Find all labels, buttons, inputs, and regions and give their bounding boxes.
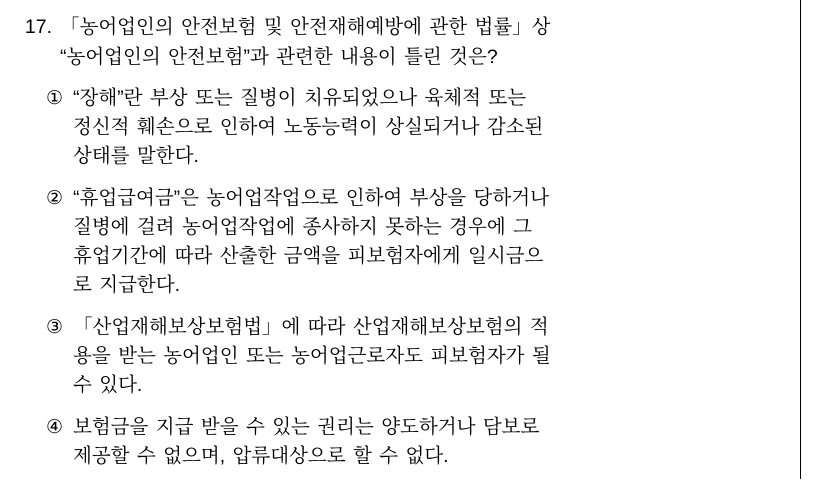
choice-1[interactable] — [46, 84, 786, 171]
choice-4-text — [73, 413, 786, 471]
choice-2-line-2: 질병에 걸려 농어업작업에 종사하지 못하는 경우에 그 — [73, 216, 532, 238]
choice-3-marker: ③ — [46, 317, 64, 338]
choice-2-marker: ② — [46, 188, 64, 209]
choice-4[interactable] — [46, 413, 786, 471]
question-stem — [16, 12, 786, 72]
choice-1-marker: ① — [46, 88, 64, 109]
choice-2[interactable] — [46, 184, 786, 300]
choice-1-text — [73, 84, 786, 171]
choice-3-line-1: 「산업재해보상보험법」에 따라 산업재해보상보험의 적 — [73, 316, 549, 338]
choice-2-line-1: “휴업급여금”은 농어업작업으로 인하여 부상을 당하거나 — [73, 187, 549, 209]
column-divider-rule — [800, 0, 801, 479]
question-17 — [16, 12, 786, 484]
choice-list — [16, 84, 786, 471]
choice-3-line-3: 수 있다. — [73, 374, 143, 396]
question-text-line-1: 「농어업인의 안전보험 및 안전재해예방에 관한 법률」상 — [60, 16, 551, 38]
choice-1-line-1: “장해”란 부상 또는 질병이 치유되었으나 육체적 또는 — [73, 87, 527, 109]
choice-3-line-2: 용을 받는 농어업인 또는 농어업근로자도 피보험자가 될 — [73, 345, 551, 367]
choice-3[interactable] — [46, 313, 786, 400]
choice-1-line-2: 정신적 훼손으로 인하여 노동능력이 상실되거나 감소된 — [73, 116, 544, 138]
question-text-line-2: “농어업인의 안전보험”과 관련한 내용이 틀린 것은? — [60, 46, 498, 68]
choice-2-text — [73, 184, 786, 300]
choice-4-line-1: 보험금을 지급 받을 수 있는 권리는 양도하거나 담보로 — [73, 416, 540, 438]
choice-4-line-2: 제공할 수 없으며, 압류대상으로 할 수 없다. — [73, 445, 449, 467]
choice-2-line-4: 로 지급한다. — [73, 274, 181, 296]
question-number: 17. — [24, 16, 52, 38]
choice-2-line-3: 휴업기간에 따라 산출한 금액을 피보험자에게 일시금으 — [73, 245, 544, 267]
question-text — [60, 12, 786, 72]
choice-3-text — [73, 313, 786, 400]
choice-1-line-3: 상태를 말한다. — [73, 145, 199, 167]
choice-4-marker: ④ — [46, 417, 64, 438]
